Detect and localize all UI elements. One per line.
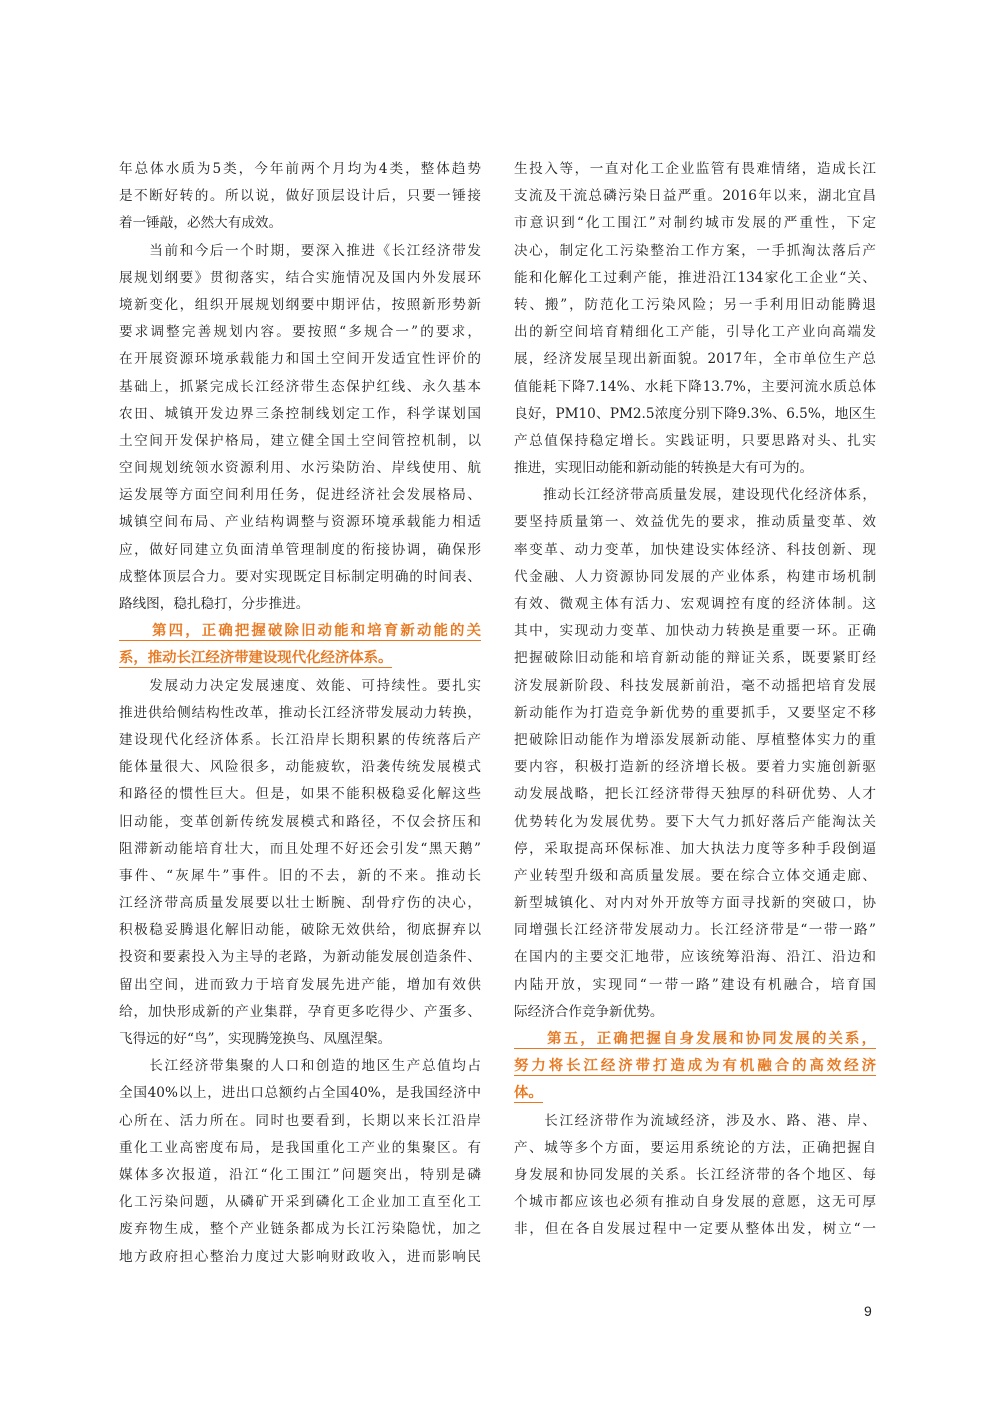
heading-text: 第五，正确把握自身发展和协同发展的关系， <box>514 1031 876 1047</box>
paragraph <box>119 156 481 238</box>
text-line: 着一锤敲，必然大有成效。 <box>119 215 283 232</box>
heading-text: 第四，正确把握破除旧动能和培育新动能的关 <box>119 623 481 640</box>
text-line: 心所在、活力所在。同时也要看到，长期以来长江沿岸 <box>119 1112 481 1129</box>
left-column <box>119 156 481 1271</box>
text-line: 运发展等方面空间利用任务，促进经济社会发展格局、 <box>119 487 481 504</box>
text-line: 路线图，稳扎稳打，分步推进。 <box>119 596 310 612</box>
text-line: 率变革、动力变革，加快建设实体经济、科技创新、现 <box>514 541 876 558</box>
text-line: 成整体顶层合力。要对实现既定目标制定明确的时间表、 <box>119 568 481 585</box>
text-line: 市意识到“化工围江”对制约城市发展的严重性，下定 <box>514 215 876 232</box>
heading-line <box>514 1080 876 1107</box>
text-line: 江经济带高质量发展要以壮士断腕、刮骨疗伤的决心， <box>119 895 481 912</box>
text-line: 是不断好转的。所以说，做好顶层设计后，只要一锤接 <box>119 188 481 205</box>
text-line: 停，采取提高环保标准、加大执法力度等多种手段倒逼 <box>514 840 876 857</box>
text-line: 要内容，积极打造新的经济增长极。要着力实施创新驱 <box>514 759 876 776</box>
right-column <box>514 156 876 1244</box>
heading-line <box>514 1026 876 1053</box>
text-line: 非，但在各自发展过程中一定要从整体出发，树立“一 <box>514 1221 876 1238</box>
paragraph <box>119 1053 481 1271</box>
heading-line <box>514 1053 876 1080</box>
text-line: 优势转化为发展优势。要下大气力抓好落后产能淘汰关 <box>514 813 876 830</box>
heading-text: 体。 <box>514 1085 543 1102</box>
text-line: 给，加快形成新的产业集群，孕育更多吃得少、产蛋多、 <box>119 1003 481 1020</box>
text-line: 出的新空间培育精细化工产能，引导化工产业向高端发 <box>514 324 876 341</box>
heading-text: 系，推动长江经济带建设现代化经济体系。 <box>119 650 393 667</box>
heading-text: 努力将长江经济带打造成为有机融合的高效经济 <box>514 1058 876 1075</box>
text-line: 决心，制定化工污染整治工作方案，一手抓淘汰落后产 <box>514 242 876 259</box>
text-line: 积极稳妥腾退化解旧动能，破除无效供给，彻底摒弃以 <box>119 922 481 939</box>
text-line: 应，做好同建立负面清单管理制度的衔接协调，确保形 <box>119 541 481 558</box>
text-line: 旧动能，变革创新传统发展模式和路径，不仅会挤压和 <box>119 813 481 830</box>
text-line: 产总值保持稳定增长。实践证明，只要思路对头、扎实 <box>514 432 876 449</box>
heading-line <box>119 645 481 672</box>
text-line: 城镇空间布局、产业结构调整与资源环境承载能力相适 <box>119 514 481 531</box>
text-line: 地方政府担心整治力度过大影响财政收入，进而影响民 <box>119 1248 481 1265</box>
text-line: 推进，实现旧动能和新动能的转换是大有可为的。 <box>514 460 814 477</box>
text-line: 基础上，抓紧完成长江经济带生态保护红线、永久基本 <box>119 378 481 395</box>
text-line: 代金融、人力资源协同发展的产业体系，构建市场机制 <box>514 568 876 585</box>
text-line: 际经济合作竞争新优势。 <box>514 1003 664 1020</box>
text-line: 年总体水质为5类，今年前两个月均为4类，整体趋势 <box>119 161 481 177</box>
text-line: 展，经济发展呈现出新面貌。2017年，全市单位生产总 <box>514 351 876 368</box>
text-line: 长江经济带集聚的人口和创造的地区生产总值均占 <box>119 1058 481 1075</box>
text-line: 废弃物生成，整个产业链条都成为长江污染隐忧，加之 <box>119 1221 481 1238</box>
text-line: 全国40%以上，进出口总额约占全国40%，是我国经济中 <box>119 1085 481 1102</box>
text-line: 支流及干流总磷污染日益严重。2016年以来，湖北宜昌 <box>514 188 876 205</box>
paragraph <box>514 1108 876 1244</box>
page-number: 9 <box>864 1303 872 1319</box>
text-line: 展规划纲要》贯彻落实，结合实施情况及国内外发展环 <box>119 269 481 286</box>
text-line: 有效、微观主体有活力、宏观调控有度的经济体制。这 <box>514 596 876 612</box>
text-line: 济发展新阶段、科技发展新前沿，毫不动摇把培育发展 <box>514 677 876 694</box>
text-line: 把握破除旧动能和培育新动能的辩证关系，既要紧盯经 <box>514 650 876 667</box>
text-line: 新动能作为打造竞争新优势的重要抓手，又要坚定不移 <box>514 704 876 721</box>
text-line: 留出空间，进而致力于培育发展先进产能，增加有效供 <box>119 976 481 993</box>
text-line: 投资和要素投入为主导的老路，为新动能发展创造条件、 <box>119 949 481 966</box>
text-line: 媒体多次报道，沿江“化工围江”问题突出，特别是磷 <box>119 1166 481 1183</box>
text-line: 事件、“灰犀牛”事件。旧的不去，新的不来。推动长 <box>119 867 481 884</box>
paragraph <box>119 673 481 1054</box>
text-line: 转、搬”，防范化工污染风险；另一手利用旧动能腾退 <box>514 296 876 313</box>
text-line: 生投入等，一直对化工企业监管有畏难情绪，造成长江 <box>514 161 876 177</box>
text-line: 个城市都应该也必须有推动自身发展的意愿，这无可厚 <box>514 1194 876 1211</box>
text-line: 飞得远的好“鸟”，实现腾笼换鸟、凤凰涅槃。 <box>119 1031 392 1047</box>
text-line: 和路径的惯性巨大。但是，如果不能积极稳妥化解这些 <box>119 786 481 803</box>
text-line: 其中，实现动力变革、加快动力转换是重要一环。正确 <box>514 623 876 640</box>
paragraph <box>119 238 481 619</box>
text-line: 土空间开发保护格局，建立健全国土空间管控机制，以 <box>119 432 481 449</box>
text-line: 化工污染问题，从磷矿开采到磷化工企业加工直至化工 <box>119 1194 481 1211</box>
text-line: 阻滞新动能培育壮大，而且处理不好还会引发“黑天鹅” <box>119 840 481 857</box>
text-line: 值能耗下降7.14%、水耗下降13.7%，主要河流水质总体 <box>514 378 876 395</box>
section-heading-4 <box>119 618 481 672</box>
heading-line <box>119 618 481 645</box>
text-line: 长江经济带作为流域经济，涉及水、路、港、岸、 <box>514 1112 876 1129</box>
text-line: 要坚持质量第一、效益优先的要求，推动质量变革、效 <box>514 514 876 531</box>
text-line: 能和化解化工过剩产能，推进沿江134家化工企业“关、 <box>514 269 876 286</box>
text-line: 身发展和协同发展的关系。长江经济带的各个地区、每 <box>514 1166 876 1183</box>
text-line: 要求调整完善规划内容。要按照“多规合一”的要求， <box>119 324 481 341</box>
text-line: 把破除旧动能作为增添发展新动能、厚植整体实力的重 <box>514 731 876 748</box>
text-line: 在开展资源环境承载能力和国土空间开发适宜性评价的 <box>119 351 481 368</box>
text-line: 在国内的主要交汇地带，应该统筹沿海、沿江、沿边和 <box>514 949 876 966</box>
text-line: 境新变化，组织开展规划纲要中期评估，按照新形势新 <box>119 296 481 313</box>
text-line: 当前和今后一个时期，要深入推进《长江经济带发 <box>119 242 481 259</box>
text-line: 良好，PM10、PM2.5浓度分别下降9.3%、6.5%，地区生 <box>514 405 876 422</box>
text-line: 内陆开放，实现同“一带一路”建设有机融合，培育国 <box>514 976 876 993</box>
text-line: 发展动力决定发展速度、效能、可持续性。要扎实 <box>119 677 481 694</box>
paragraph <box>514 156 876 482</box>
text-line: 产业转型升级和高质量发展。要在综合立体交通走廊、 <box>514 867 876 884</box>
text-line: 推进供给侧结构性改革，推动长江经济带发展动力转换， <box>119 704 481 721</box>
section-heading-5 <box>514 1026 876 1108</box>
text-line: 空间规划统领水资源利用、水污染防治、岸线使用、航 <box>119 460 481 477</box>
text-line: 产、城等多个方面，要运用系统论的方法，正确把握自 <box>514 1139 876 1156</box>
text-line: 建设现代化经济体系。长江沿岸长期积累的传统落后产 <box>119 731 481 748</box>
text-line: 同增强长江经济带发展动力。长江经济带是“一带一路” <box>514 922 876 939</box>
text-line: 推动长江经济带高质量发展，建设现代化经济体系， <box>514 487 876 504</box>
text-line: 农田、城镇开发边界三条控制线划定工作，科学谋划国 <box>119 405 481 422</box>
text-line: 新型城镇化、对内对外开放等方面寻找新的突破口，协 <box>514 895 876 912</box>
paragraph <box>514 482 876 1026</box>
text-line: 重化工业高密度布局，是我国重化工产业的集聚区。有 <box>119 1139 481 1156</box>
text-line: 能体量很大、风险很多，动能疲软，沿袭传统发展模式 <box>119 759 481 776</box>
text-line: 动发展战略，把长江经济带得天独厚的科研优势、人才 <box>514 786 876 803</box>
